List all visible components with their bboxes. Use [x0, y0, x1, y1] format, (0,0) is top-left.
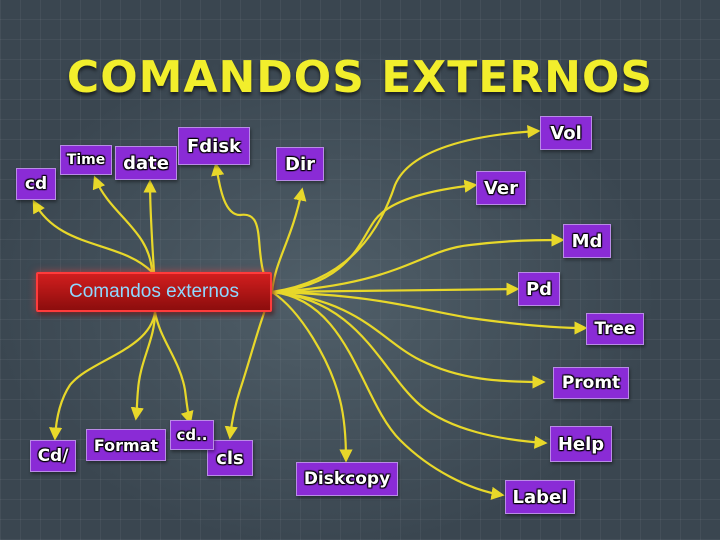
connector-cd [34, 202, 152, 272]
node-cd-slash: Cd/ [30, 440, 76, 472]
slide-title: COMANDOS EXTERNOS [66, 52, 654, 103]
node-help: Help [550, 426, 612, 462]
node-dir: Dir [276, 147, 324, 181]
node-fdisk: Fdisk [178, 127, 250, 165]
node-ver: Ver [476, 171, 526, 205]
central-node: Comandos externos [36, 272, 272, 312]
node-date: date [115, 146, 177, 180]
connector-time [95, 178, 152, 272]
node-vol: Vol [540, 116, 592, 150]
connector-cls [230, 292, 272, 437]
connector-help [272, 292, 545, 443]
node-tree: Tree [586, 313, 644, 345]
node-time: Time [60, 145, 112, 175]
node-cd: cd [16, 168, 56, 200]
connector-cd-dots [155, 312, 190, 422]
node-promt: Promt [553, 367, 629, 399]
connector-dir [272, 190, 302, 292]
node-cd-dots: cd.. [170, 420, 214, 450]
node-md: Md [563, 224, 611, 258]
connector-format [136, 312, 155, 418]
node-cls: cls [207, 440, 253, 476]
node-diskcopy: Diskcopy [296, 462, 398, 496]
node-pd: Pd [518, 272, 560, 306]
connector-diskcopy [272, 292, 346, 460]
node-format: Format [86, 429, 166, 461]
node-label: Label [505, 480, 575, 514]
